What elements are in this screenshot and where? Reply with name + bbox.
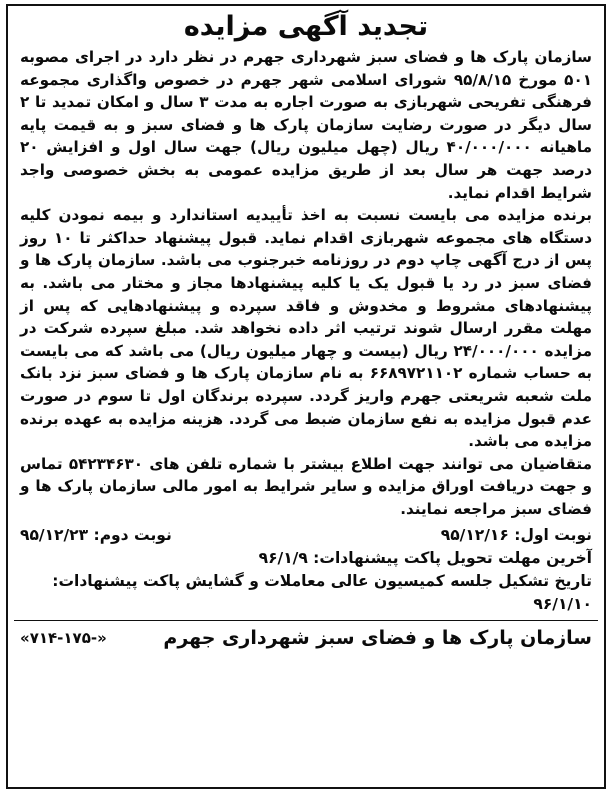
footer-divider xyxy=(14,620,598,621)
paragraph-intro: سازمان پارک ها و فضای سبز شهرداری جهرم در نظر دارد در اجرای مصوبه ۵۰۱ مورخ ۹۵/۸/۱۵ شورای اسلامی شهر جهرم در خصوص واگذاری مجموعه فرهنگی تفریحی شهربازی به صورت اجاره به مدت ۳ سال و امکان تمدید تا ۲ سال دیگر در صورت رضایت سازمان پارک ها و فضای سبز و به قیمت پایه ماهیانه ۴۰/۰۰۰/۰۰۰ ریال (چهل میلیون ریال) جهت سال اول و افزایش ۲۰ درصد جهت هر سال بعد از طریق مزایده عمومی به بخش خصوصی واجد شرایط اقدام نماید. xyxy=(20,48,592,202)
notice-title: تجدید آگهی مزایده xyxy=(183,11,429,42)
paragraph-contact: متقاضیان می توانند جهت اطلاع بیشتر با شماره تلفن های ۵۴۲۳۴۶۳۰ تماس و جهت دریافت اوراق مزایده و سایر شرایط به امور مالی سازمان پارک ها و فضای سبز مراجعه نمایند. xyxy=(20,454,592,518)
opening-session-date: تاریخ تشکیل جلسه کمیسیون عالی معاملات و گشایش پاکت پیشنهادات: ۹۶/۱/۱۰ xyxy=(52,572,592,614)
ad-code: «۷۱۴-۱۷۵-» xyxy=(20,629,107,648)
footer xyxy=(20,624,592,652)
organization-name: سازمان پارک ها و فضای سبز شهرداری جهرم xyxy=(163,627,592,650)
auction-notice xyxy=(6,4,606,789)
second-turn-date: نوبت دوم: ۹۵/۱۲/۲۳ xyxy=(20,526,172,545)
paragraph-conditions: برنده مزایده می بایست نسبت به اخذ تأییدیه استاندارد و بیمه نمودن کلیه دستگاه های مجموعه شهربازی اقدام نماید. قبول پیشنهاد حداکثر تا ۱۰ روز پس از درج آگهی چاپ دوم در روزنامه خبرجنوب می باشد. سازمان پارک ها و فضای سبز در رد یا قبول یک یا کلیه پیشنهادها مجاز و مختار می باشد. به پیشنهادهای مشروط و مخدوش و فاقد سپرده و پیشنهادهایی که پس از مهلت مقرر ارسال شوند ترتیب اثر داده نخواهد شد. مبلغ سپرده شرکت در مزایده ۲۴/۰۰۰/۰۰۰ ریال (بیست و چهار میلیون ریال) می باشد که می بایست به حساب شماره ۶۶۸۹۷۲۱۱۰۲ به نام سازمان پارک ها و فضای سبز نزد بانک ملت شعبه شریعتی جهرم واریز گردد. سپرده برندگان اول تا سوم در صورت عدم قبول مزایده به نفع سازمان ضبط می گردد. هزینه مزایده به عهده برنده مزایده می باشد. xyxy=(20,206,593,451)
publication-dates xyxy=(20,524,592,547)
submission-deadline: آخرین مهلت تحویل پاکت پیشنهادات: ۹۶/۱/۹ xyxy=(258,549,592,568)
first-turn-date: نوبت اول: ۹۵/۱۲/۱۶ xyxy=(440,526,592,545)
